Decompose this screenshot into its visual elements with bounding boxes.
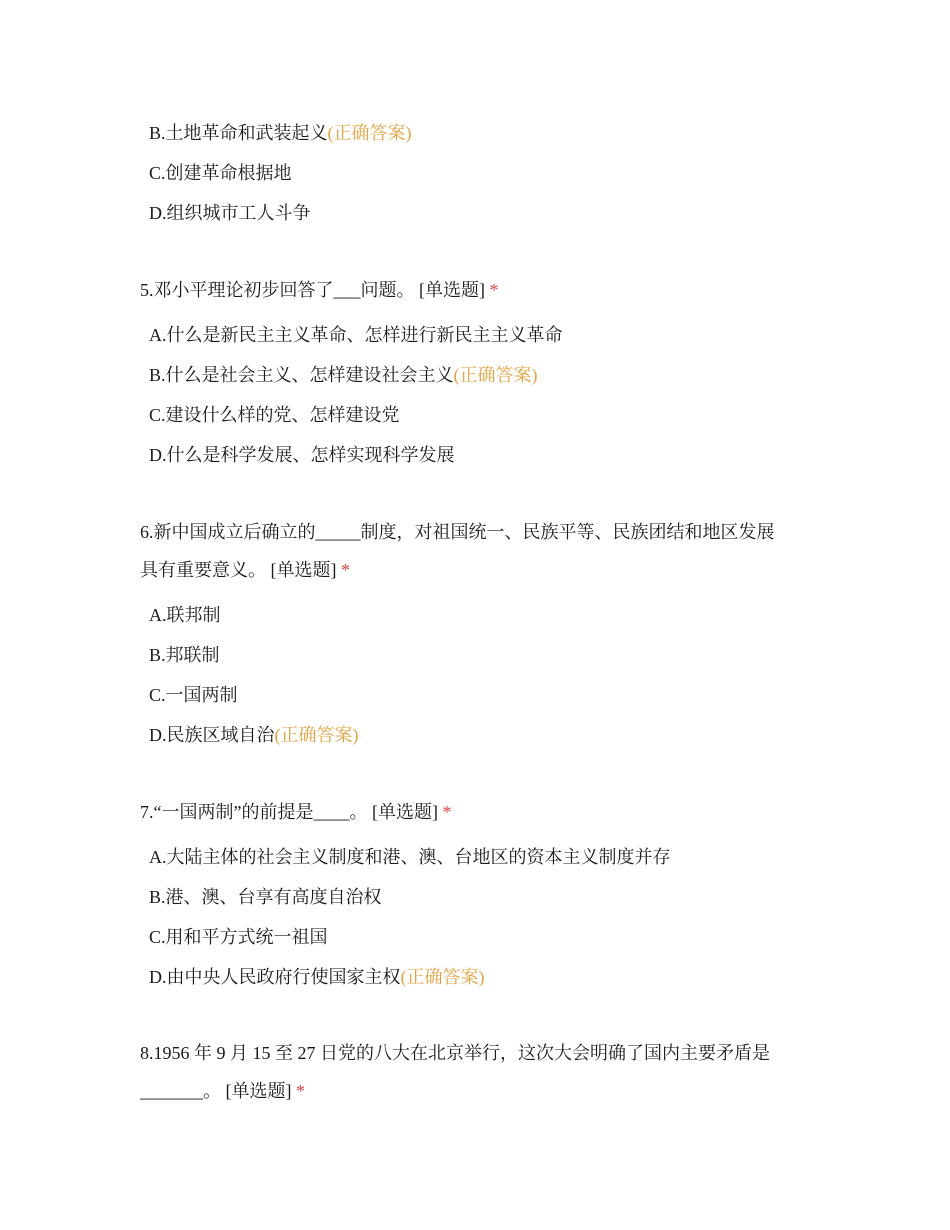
correct-answer-label: (正确答案) bbox=[327, 123, 412, 143]
q5-option-a[interactable] bbox=[149, 324, 563, 346]
q6-option-b[interactable] bbox=[149, 644, 220, 666]
q6-option-d[interactable] bbox=[149, 724, 359, 746]
required-marker: * bbox=[296, 1081, 305, 1101]
q8-title-line-1 bbox=[140, 1042, 770, 1064]
question-text: _______。 [单选题] bbox=[140, 1081, 292, 1101]
option-text: B.土地革命和武装起义 bbox=[149, 123, 328, 143]
option-text: B.港、澳、台享有高度自治权 bbox=[149, 887, 382, 907]
q4-option-b[interactable] bbox=[149, 122, 412, 144]
option-text: D.什么是科学发展、怎样实现科学发展 bbox=[149, 445, 455, 465]
q4-option-c[interactable] bbox=[149, 162, 292, 184]
q5-option-c[interactable] bbox=[149, 404, 400, 426]
q5-title bbox=[140, 279, 499, 301]
q5-option-d[interactable] bbox=[149, 444, 455, 466]
option-text: D.由中央人民政府行使国家主权 bbox=[149, 967, 401, 987]
q7-option-c[interactable] bbox=[149, 926, 328, 948]
q4-option-d[interactable] bbox=[149, 202, 311, 224]
q6-option-a[interactable] bbox=[149, 604, 221, 626]
required-marker: * bbox=[442, 802, 452, 822]
option-text: B.什么是社会主义、怎样建设社会主义 bbox=[149, 365, 454, 385]
required-marker: * bbox=[341, 560, 350, 580]
q6-title-line-2 bbox=[140, 559, 350, 581]
correct-answer-label: (正确答案) bbox=[453, 365, 538, 385]
option-text: D.民族区域自治 bbox=[149, 725, 275, 745]
option-text: C.用和平方式统一祖国 bbox=[149, 927, 328, 947]
q6-title-line-1 bbox=[140, 521, 775, 543]
option-text: A.联邦制 bbox=[149, 605, 221, 625]
question-text: 具有重要意义。 [单选题] bbox=[140, 560, 337, 580]
option-text: C.建设什么样的党、怎样建设党 bbox=[149, 405, 400, 425]
correct-answer-label: (正确答案) bbox=[274, 725, 359, 745]
option-text: D.组织城市工人斗争 bbox=[149, 203, 311, 223]
option-text: B.邦联制 bbox=[149, 645, 220, 665]
option-text: A.大陆主体的社会主义制度和港、澳、台地区的资本主义制度并存 bbox=[149, 847, 671, 867]
correct-answer-label: (正确答案) bbox=[400, 967, 485, 987]
q7-title bbox=[140, 801, 451, 823]
q8-title-line-2 bbox=[140, 1080, 305, 1102]
q7-option-a[interactable] bbox=[149, 846, 671, 868]
question-text: 8.1956 年 9 月 15 至 27 日党的八大在北京举行，这次大会明确了国内主要矛盾是 bbox=[140, 1043, 770, 1063]
required-marker: * bbox=[489, 280, 499, 300]
question-text: 6.新中国成立后确立的_____制度，对祖国统一、民族平等、民族团结和地区发展 bbox=[140, 522, 775, 542]
option-text: A.什么是新民主主义革命、怎样进行新民主主义革命 bbox=[149, 325, 563, 345]
question-text: 5.邓小平理论初步回答了___问题。 [单选题] bbox=[140, 280, 485, 300]
q6-option-c[interactable] bbox=[149, 684, 238, 706]
option-text: C.创建革命根据地 bbox=[149, 163, 292, 183]
q7-option-d[interactable] bbox=[149, 966, 485, 988]
q5-option-b[interactable] bbox=[149, 364, 538, 386]
question-text: 7.“一国两制”的前提是____。 [单选题] bbox=[140, 802, 438, 822]
q7-option-b[interactable] bbox=[149, 886, 382, 908]
option-text: C.一国两制 bbox=[149, 685, 238, 705]
